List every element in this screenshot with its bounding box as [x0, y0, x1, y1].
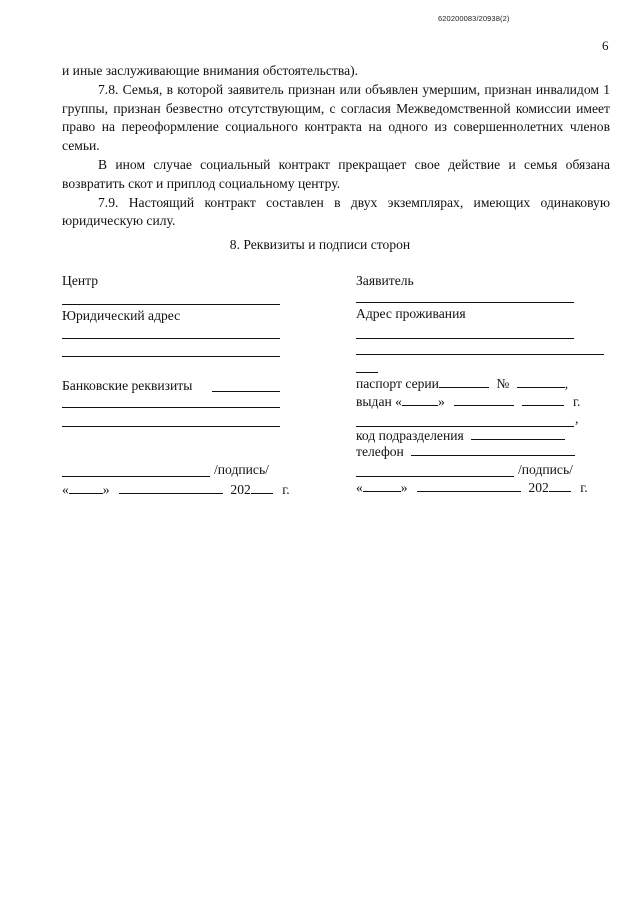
date-year-field[interactable]	[251, 482, 273, 494]
applicant-signature-label: /подпись/	[518, 462, 573, 477]
residence-address-line-3[interactable]	[356, 372, 378, 373]
paragraph-7-9: 7.9. Настоящий контракт составлен в двух экземплярах, имеющих одинаковую юридическую силу.	[62, 194, 610, 229]
passport-number-field[interactable]	[517, 376, 565, 388]
legal-address-line-2[interactable]	[62, 356, 280, 357]
passport-series-field[interactable]	[439, 376, 489, 388]
applicant-heading: Заявитель	[356, 273, 414, 288]
date-year-suffix: г.	[282, 482, 290, 497]
date-day-field[interactable]	[69, 482, 103, 494]
date-month-field[interactable]	[119, 482, 223, 494]
phone-label: телефон	[356, 444, 404, 459]
paragraph-otherwise: В ином случае социальный контракт прекращает свое действие и семья обязана возвратить скот и приплод социальному центру.	[62, 156, 610, 191]
date-open-quote: «	[62, 482, 69, 497]
date-close-quote: »	[400, 480, 408, 495]
passport-label: паспорт серии	[356, 376, 439, 391]
date-year-prefix: 202	[230, 482, 251, 497]
applicant-name-line[interactable]	[356, 302, 574, 303]
paragraph-continuation: и иные заслуживающие внимания обстоятельства).	[62, 63, 359, 78]
division-code-row	[356, 428, 565, 444]
residence-address-label: Адрес проживания	[356, 306, 466, 321]
document-id: 620200083/20938(2)	[438, 14, 510, 23]
center-name-line[interactable]	[62, 304, 280, 305]
residence-address-line-1[interactable]	[356, 338, 574, 339]
center-date-row	[62, 482, 290, 498]
passport-row	[356, 376, 568, 392]
division-code-label: код подразделения	[356, 428, 464, 443]
residence-address-line-2[interactable]	[356, 354, 604, 355]
page-number: 6	[602, 38, 609, 53]
issued-day-field[interactable]	[402, 394, 438, 406]
applicant-date-row	[356, 480, 588, 496]
bank-details-line-1[interactable]	[62, 407, 280, 408]
issued-by-comma: ,	[575, 411, 579, 426]
date-close-quote: »	[102, 482, 110, 497]
applicant-signature-line[interactable]	[356, 476, 514, 477]
issued-label: выдан «	[356, 394, 402, 409]
paragraph-7-8: 7.8. Семья, в которой заявитель признан или объявлен умершим, признан инвалидом 1 группы, признан безвестно отсутствующим, с согласия Межведомственной комиссии имеет право на переоформление социального контракта на одного из совершеннолетних членов семьи.	[62, 81, 610, 154]
legal-address-line-1[interactable]	[62, 338, 280, 339]
bank-details-line-0[interactable]	[212, 391, 280, 392]
center-signature-label: /подпись/	[214, 462, 269, 477]
section-title: 8. Реквизиты и подписи сторон	[229, 237, 411, 252]
issued-month-field[interactable]	[454, 394, 514, 406]
phone-row	[356, 444, 575, 460]
center-signature-line[interactable]	[62, 476, 210, 477]
center-heading: Центр	[62, 273, 99, 288]
date-day-field[interactable]	[363, 480, 401, 492]
date-month-field[interactable]	[417, 480, 521, 492]
issued-close-quote: »	[437, 394, 445, 409]
issued-by-line[interactable]	[356, 426, 574, 427]
number-sign: №	[496, 376, 510, 391]
issued-year-suffix: г.	[573, 394, 581, 409]
legal-address-label: Юридический адрес	[62, 308, 181, 323]
date-year-prefix: 202	[528, 480, 549, 495]
issued-year-field[interactable]	[522, 394, 564, 406]
issued-row	[356, 394, 580, 410]
phone-field[interactable]	[411, 444, 575, 456]
date-year-suffix: г.	[580, 480, 588, 495]
division-code-field[interactable]	[471, 428, 565, 440]
date-year-field[interactable]	[549, 480, 571, 492]
passport-comma: ,	[564, 376, 569, 391]
contract-body	[62, 62, 610, 231]
bank-details-line-2[interactable]	[62, 426, 280, 427]
date-open-quote: «	[356, 480, 363, 495]
bank-details-label: Банковские реквизиты	[62, 378, 193, 393]
